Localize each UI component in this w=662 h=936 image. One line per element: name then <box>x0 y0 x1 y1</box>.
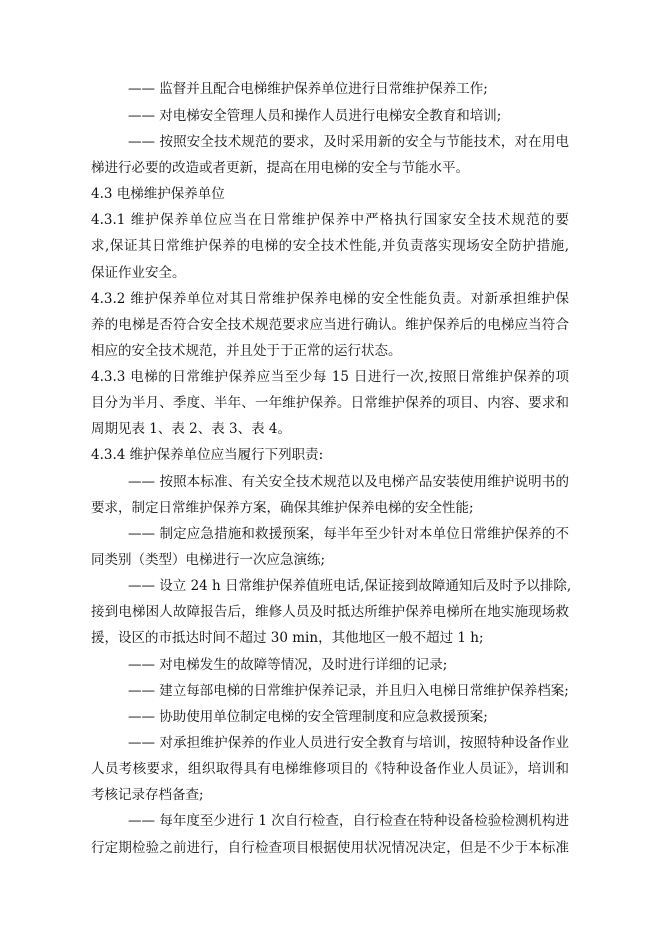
text-line: 目分为半月、季度、半年、一年维护保养。日常维护保养的项目、内容、要求和 <box>91 395 569 411</box>
text-line: 接到电梯困人故障报告后，维修人员及时抵达所维护保养电梯所在地实施现场救 <box>91 604 569 620</box>
text-line: —— 每年度至少进行 1 次自行检查，自行检查在特种设备检验检测机构进 <box>128 813 569 829</box>
text-line: 援，设区的市抵达时间不超过 30 min，其他地区一般不超过 1 h; <box>91 630 484 646</box>
text-line: 人员考核要求，组织取得具有电梯维修项目的《特种设备作业人员证》，培训和 <box>91 761 569 777</box>
text-line: 考核记录存档备查; <box>91 787 204 803</box>
text-line: 梯进行必要的改造或者更新，提高在用电梯的安全与节能水平。 <box>91 160 469 176</box>
text-line: 周期见表 1、表 2、表 3、表 4。 <box>91 421 292 437</box>
text-line: 行定期检验之前进行，自行检查项目根据使用状况情况决定，但是不少于本标准 <box>91 840 569 856</box>
text-line: —— 对承担维护保养的作业人员进行安全教育与培训，按照特种设备作业 <box>128 735 569 751</box>
text-line: —— 对电梯发生的故障等情况，及时进行详细的记录; <box>128 657 448 673</box>
text-line: —— 按照安全技术规范的要求，及时采用新的安全与节能技术，对在用电 <box>128 134 569 150</box>
text-line: —— 设立 24 h 日常维护保养值班电话,保证接到故障通知后及时予以排除, <box>128 578 572 594</box>
text-line: 4.3.4 维护保养单位应当履行下列职责: <box>91 447 324 463</box>
text-line: 4.3.3 电梯的日常维护保养应当至少每 15 日进行一次,按照日常维护保养的项 <box>91 369 569 385</box>
text-line: 相应的安全技术规范，并且处于于正常的运行状态。 <box>91 343 402 359</box>
text-line: —— 建立每部电梯的日常维护保养记录，并且归入电梯日常维护保养档案; <box>128 683 569 699</box>
text-line: 4.3.2 维护保养单位对其日常维护保养电梯的安全性能负责。对新承担维护保 <box>91 291 569 307</box>
text-line: —— 监督并且配合电梯维护保养单位进行日常维护保养工作; <box>128 81 488 97</box>
text-line: 求,保证其日常维护保养的电梯的安全技术性能,并负责落实现场安全防护措施, <box>91 238 569 254</box>
text-line: 同类别（类型）电梯进行一次应急演练; <box>91 552 326 568</box>
text-line: 4.3.1 维护保养单位应当在日常维护保养中严格执行国家安全技术规范的要 <box>91 212 569 228</box>
text-line: —— 对电梯安全管理人员和操作人员进行电梯安全教育和培训; <box>128 108 502 124</box>
text-line: 要求，制定日常维护保养方案，确保其维护保养电梯的安全性能; <box>91 500 474 516</box>
text-line: —— 协助使用单位制定电梯的安全管理制度和应急救援预案; <box>128 709 488 725</box>
text-line: 保证作业安全。 <box>91 265 186 281</box>
section-heading: 4.3 电梯维护保养单位 <box>91 186 225 202</box>
text-line: —— 按照本标准、有关安全技术规范以及电梯产品安装使用维护说明书的 <box>128 474 569 490</box>
text-line: 养的电梯是否符合安全技术规范要求应当进行确认。维护保养后的电梯应当符合 <box>91 317 569 333</box>
text-line: —— 制定应急措施和救援预案，每半年至少针对本单位日常维护保养的不 <box>128 526 569 542</box>
